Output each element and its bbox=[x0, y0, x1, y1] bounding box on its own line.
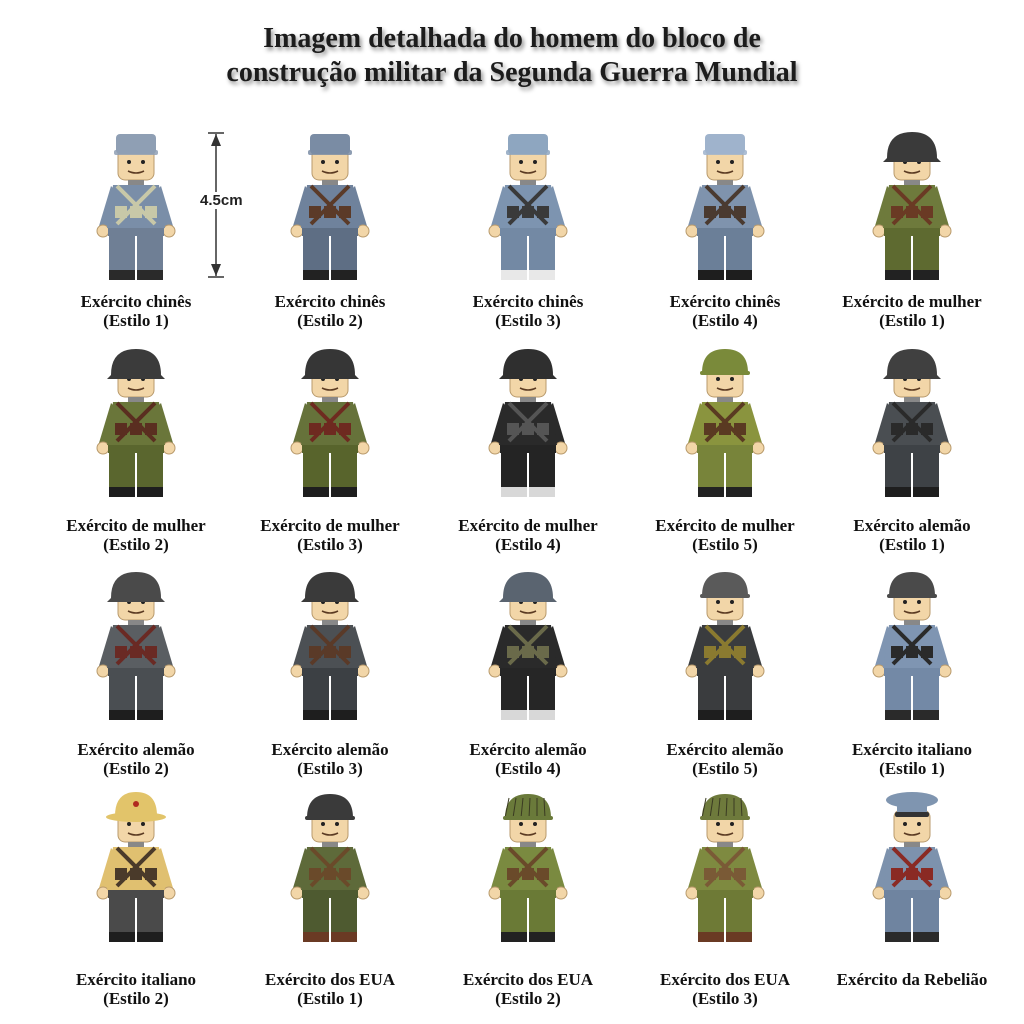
figure-army-name: Exército italiano bbox=[851, 740, 973, 759]
figure-label bbox=[800, 740, 1024, 778]
minifigure-image bbox=[275, 568, 385, 728]
figure-label bbox=[800, 970, 1024, 989]
figure-label bbox=[218, 970, 442, 1008]
figure-army-name: Exército de mulher bbox=[66, 516, 206, 535]
figure-style: (Estilo 3) bbox=[297, 759, 363, 778]
figure-label bbox=[24, 516, 248, 554]
figure-army-name: Exército de mulher bbox=[842, 292, 982, 311]
figure-label bbox=[800, 292, 1024, 330]
measure-label: 4.5cm bbox=[200, 192, 243, 209]
figure-army-name: Exército alemão bbox=[469, 740, 587, 759]
minifigure-image bbox=[81, 345, 191, 505]
minifigure-image bbox=[473, 790, 583, 950]
figure-style: (Estilo 5) bbox=[692, 759, 758, 778]
figure-army-name: Exército dos EUA bbox=[264, 970, 395, 989]
page-title bbox=[0, 22, 1024, 90]
figure-label bbox=[416, 292, 640, 330]
figure-army-name: Exército alemão bbox=[271, 740, 389, 759]
title-line-1: Imagem detalhada do homem do bloco de bbox=[263, 23, 761, 54]
figure-army-name: Exército chinês bbox=[80, 292, 192, 311]
figure-army-name: Exército chinês bbox=[669, 292, 781, 311]
figure-label bbox=[218, 292, 442, 330]
minifigure-image bbox=[670, 345, 780, 505]
figure-army-name: Exército alemão bbox=[666, 740, 784, 759]
minifigure-image bbox=[473, 128, 583, 288]
figure-style: (Estilo 2) bbox=[297, 311, 363, 330]
figure-army-name: Exército de mulher bbox=[260, 516, 400, 535]
figure-style: (Estilo 4) bbox=[495, 535, 561, 554]
minifigure-image bbox=[275, 128, 385, 288]
figure-style: (Estilo 4) bbox=[692, 311, 758, 330]
figure-style: (Estilo 3) bbox=[495, 311, 561, 330]
minifigure-image bbox=[670, 568, 780, 728]
minifigure-image bbox=[81, 790, 191, 950]
minifigure-image bbox=[275, 345, 385, 505]
minifigure-image bbox=[473, 345, 583, 505]
minifigure-image bbox=[857, 790, 967, 950]
figure-army-name: Exército chinês bbox=[274, 292, 386, 311]
figure-style: (Estilo 2) bbox=[103, 759, 169, 778]
title-line-2: construção militar da Segunda Guerra Mundial bbox=[226, 57, 798, 88]
minifigure-image bbox=[670, 790, 780, 950]
figure-label bbox=[800, 516, 1024, 554]
figure-label bbox=[416, 970, 640, 1008]
figure-style: (Estilo 3) bbox=[297, 535, 363, 554]
figure-army-name: Exército de mulher bbox=[458, 516, 598, 535]
minifigure-image bbox=[81, 568, 191, 728]
figure-label bbox=[24, 292, 248, 330]
figure-style: (Estilo 3) bbox=[692, 989, 758, 1008]
figure-label bbox=[416, 516, 640, 554]
figure-style: (Estilo 4) bbox=[495, 759, 561, 778]
figure-style: (Estilo 2) bbox=[103, 535, 169, 554]
minifigure-image bbox=[275, 790, 385, 950]
figure-army-name: Exército dos EUA bbox=[659, 970, 790, 989]
figure-style: (Estilo 2) bbox=[495, 989, 561, 1008]
figure-style: (Estilo 1) bbox=[879, 311, 945, 330]
minifigure-image bbox=[81, 128, 191, 288]
figure-army-name: Exército alemão bbox=[77, 740, 195, 759]
figure-label bbox=[218, 740, 442, 778]
figure-label bbox=[24, 740, 248, 778]
minifigure-image bbox=[857, 345, 967, 505]
minifigure-image bbox=[670, 128, 780, 288]
figure-style: (Estilo 1) bbox=[103, 311, 169, 330]
figure-army-name: Exército chinês bbox=[472, 292, 584, 311]
figure-label bbox=[218, 516, 442, 554]
figure-style: (Estilo 1) bbox=[297, 989, 363, 1008]
height-measure bbox=[200, 130, 260, 280]
figure-army-name: Exército da Rebelião bbox=[836, 970, 988, 989]
figure-label bbox=[416, 740, 640, 778]
figure-army-name: Exército dos EUA bbox=[462, 970, 593, 989]
figure-style: (Estilo 5) bbox=[692, 535, 758, 554]
minifigure-image bbox=[857, 568, 967, 728]
minifigure-image bbox=[857, 128, 967, 288]
figure-army-name: Exército de mulher bbox=[655, 516, 795, 535]
figure-style: (Estilo 1) bbox=[879, 535, 945, 554]
minifigure-image bbox=[473, 568, 583, 728]
figure-style: (Estilo 2) bbox=[103, 989, 169, 1008]
figure-army-name: Exército alemão bbox=[853, 516, 971, 535]
figure-army-name: Exército italiano bbox=[75, 970, 197, 989]
figure-label bbox=[24, 970, 248, 1008]
figure-style: (Estilo 1) bbox=[879, 759, 945, 778]
